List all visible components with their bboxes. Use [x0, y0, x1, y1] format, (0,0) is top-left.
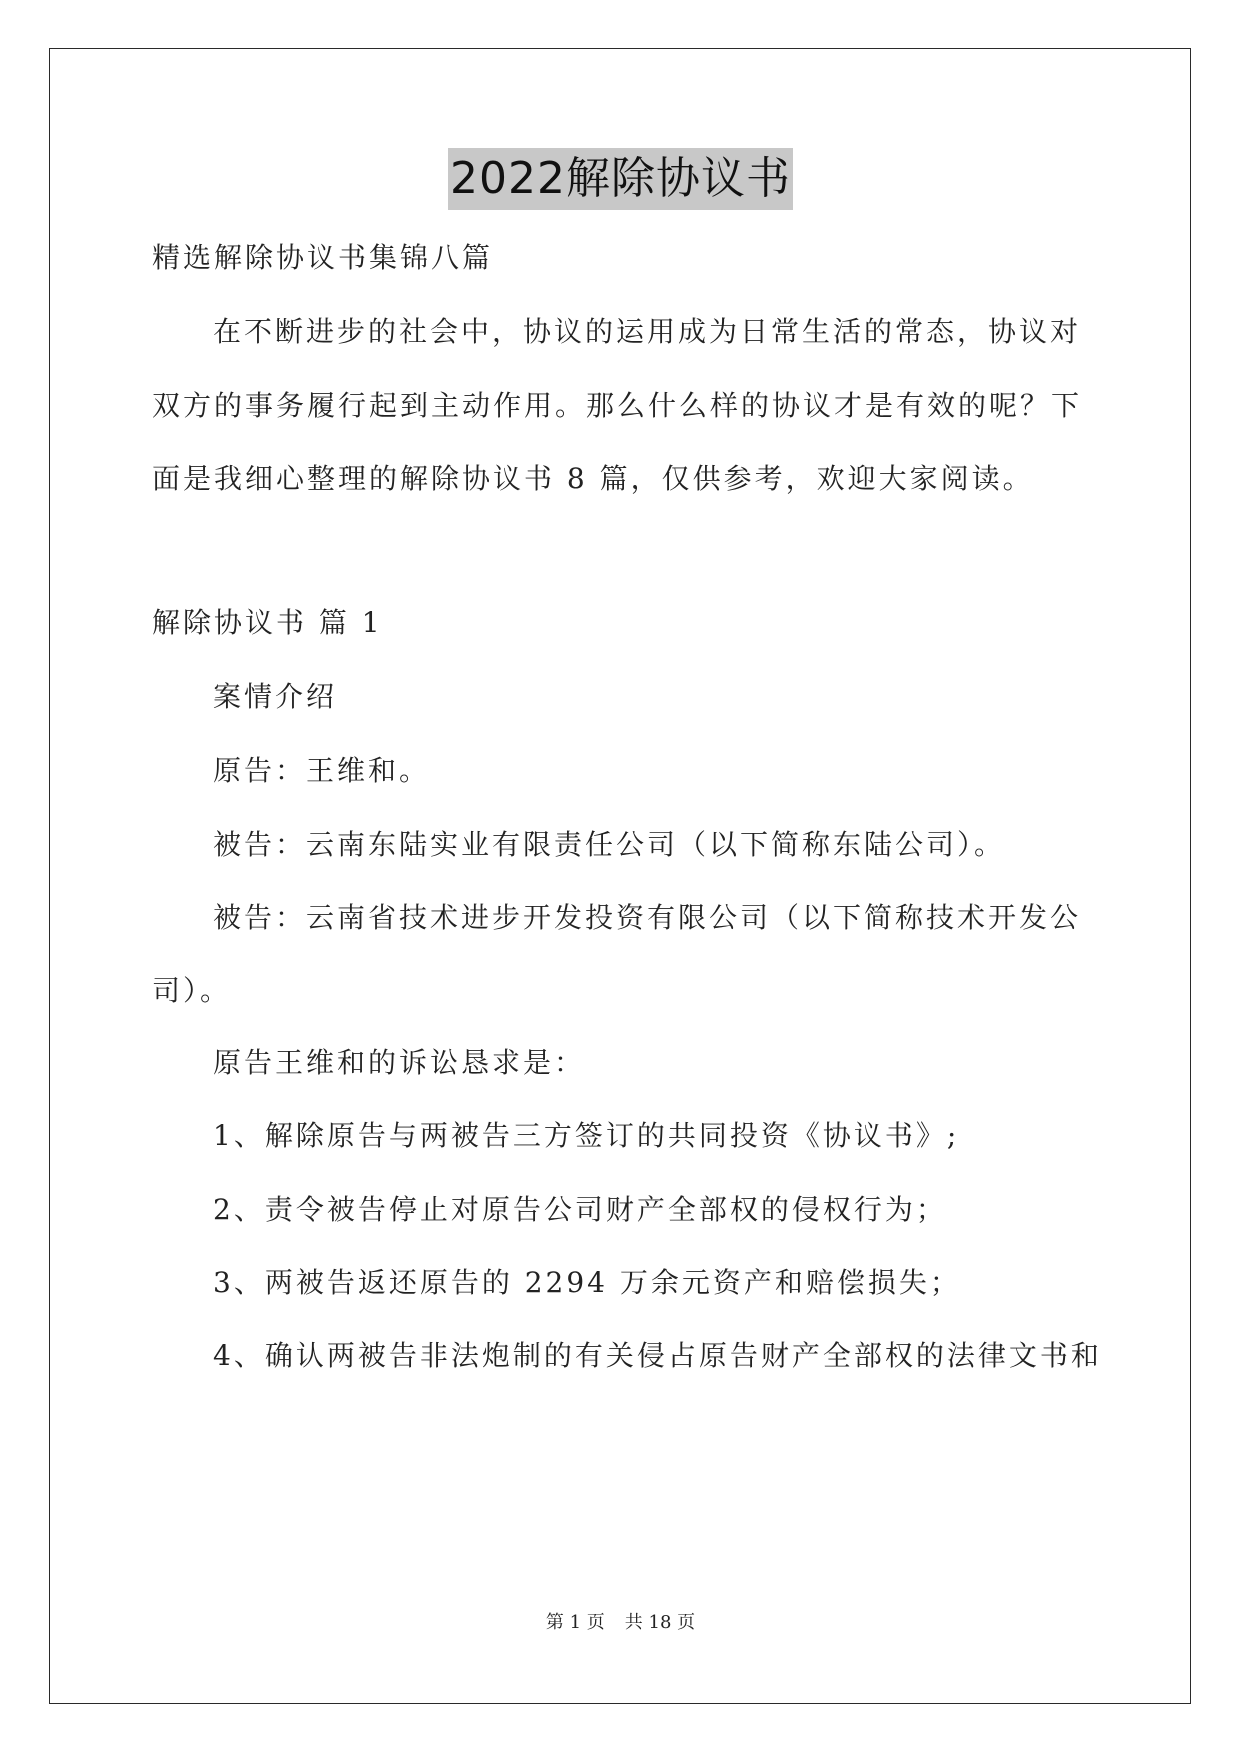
defendant-line-2: 被告：云南省技术进步开发投资有限公司（以下简称技术开发公	[213, 901, 1082, 934]
plaintiff-line: 原告：王维和。	[213, 754, 431, 787]
section-heading: 解除协议书 篇 1	[152, 606, 383, 639]
case-intro-heading: 案情介绍	[213, 680, 338, 713]
page-number: 第 1 页	[545, 1612, 605, 1633]
page-total: 共 18 页	[624, 1612, 696, 1633]
page-footer	[0, 1610, 1241, 1636]
intro-line-3: 面是我细心整理的解除协议书 8 篇，仅供参考，欢迎大家阅读。	[152, 462, 1034, 495]
page-border	[49, 48, 1191, 1704]
defendant-line-1: 被告：云南东陆实业有限责任公司（以下简称东陆公司）。	[213, 828, 1006, 861]
claim-item-2: 2、责令被告停止对原告公司财产全部权的侵权行为；	[213, 1193, 947, 1226]
intro-line-1: 在不断进步的社会中，协议的运用成为日常生活的常态，协议对	[213, 315, 1082, 348]
claim-item-4: 4、确认两被告非法炮制的有关侵占原告财产全部权的法律文书和	[213, 1339, 1102, 1372]
intro-line-2: 双方的事务履行起到主动作用。那么什么样的协议才是有效的呢？下	[152, 389, 1083, 422]
claims-heading: 原告王维和的诉讼恳求是：	[213, 1046, 586, 1079]
document-subtitle: 精选解除协议书集锦八篇	[152, 241, 494, 274]
claim-item-3: 3、两被告返还原告的 2294 万余元资产和赔偿损失；	[213, 1266, 961, 1299]
defendant-line-2-cont: 司）。	[152, 974, 232, 1007]
document-title: 2022解除协议书	[448, 148, 793, 210]
claim-item-1: 1、解除原告与两被告三方签订的共同投资《协议书》;	[213, 1119, 960, 1152]
title-container	[0, 148, 1241, 210]
